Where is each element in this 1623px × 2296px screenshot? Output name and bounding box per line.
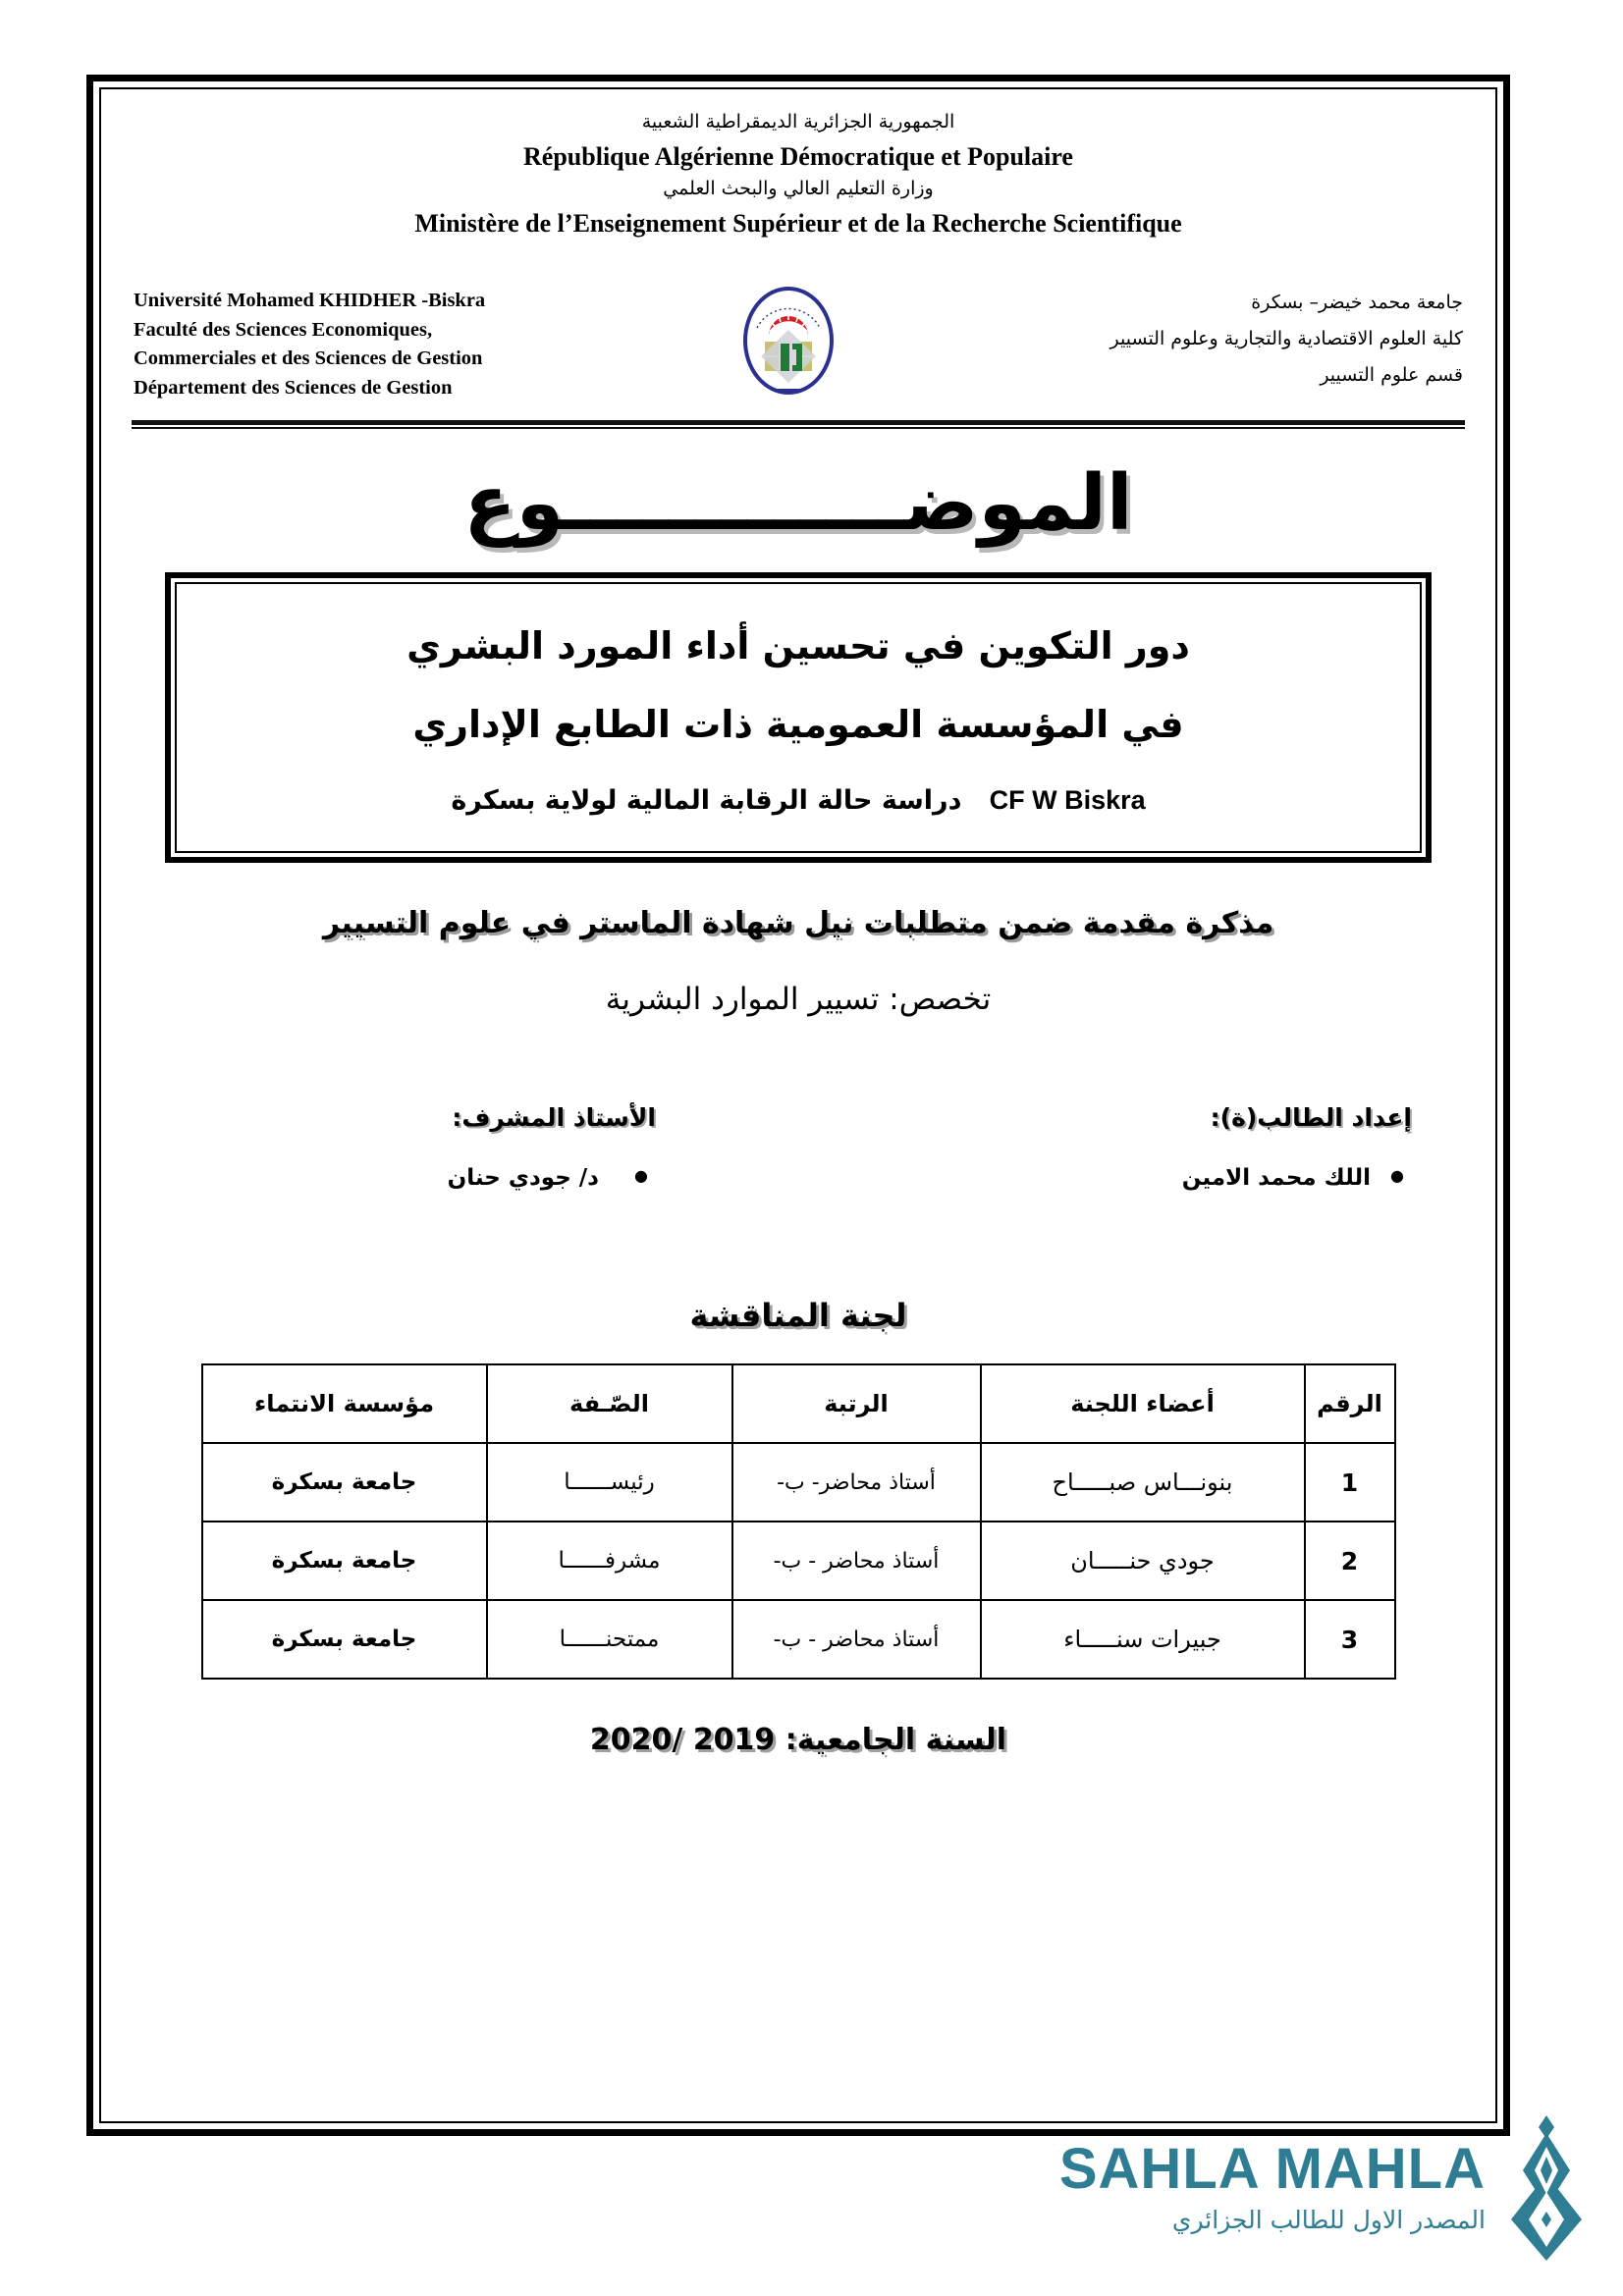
- republic-name-french: République Algérienne Démocratique et Populaire: [523, 141, 1073, 171]
- institutional-header: [128, 108, 1469, 241]
- university-seal-logo: [710, 283, 867, 400]
- academic-year: السنة الجامعية: 2019 /2020: [589, 1723, 1007, 1758]
- institution-identity-row: [128, 283, 1469, 402]
- row-institution: جامعة بسكرة: [202, 1443, 487, 1522]
- watermark-text-block: [1058, 2136, 1486, 2234]
- watermark-tagline: المصدر الاول للطالب الجزائري: [1171, 2205, 1486, 2234]
- row-rank: أستاذ محاضر - ب-: [732, 1522, 981, 1600]
- thesis-title-box: [165, 572, 1432, 863]
- university-name-arabic: جامعة محمد خيضر– بسكرة: [1251, 292, 1463, 314]
- row-role: رئيســــــا: [487, 1443, 732, 1522]
- row-institution: جامعة بسكرة: [202, 1522, 487, 1600]
- thesis-title-line1: دور التكوين في تحسين أداء المورد البشري: [406, 624, 1190, 668]
- committee-col-role: الصّـفة: [487, 1364, 732, 1443]
- row-role: مشرفــــــا: [487, 1522, 732, 1600]
- student-block: [941, 1103, 1412, 1191]
- thesis-case-study: [204, 783, 1392, 818]
- case-study-arabic-text: دراسة حالة الرقابة المالية لولاية بسكرة: [451, 784, 962, 816]
- authors-and-supervisor-row: [128, 1103, 1469, 1191]
- sahla-mahla-watermark: [1059, 2113, 1594, 2261]
- committee-col-rank: الرتبة: [732, 1364, 981, 1443]
- committee-table: [201, 1363, 1396, 1680]
- committee-heading: لجنة المناقشة: [689, 1297, 907, 1335]
- thesis-title-box-inner: [175, 582, 1422, 853]
- cover-page-content: [102, 90, 1494, 2120]
- table-row: [202, 1600, 1395, 1679]
- ministry-name-french: Ministère de l’Enseignement Supérieur et de la Recherche Scientifique: [414, 208, 1182, 238]
- case-study-latin-code: CF W Biskra: [989, 784, 1146, 815]
- university-name-french: Université Mohamed KHIDHER -Biskra: [134, 290, 486, 312]
- institution-identity-french: [134, 283, 575, 402]
- sahla-mahla-diamond-logo-icon: [1499, 2113, 1594, 2261]
- faculty-name-french-line1: Faculté des Sciences Economiques,: [134, 318, 433, 341]
- thesis-title-line2: في المؤسسة العمومية ذات الطابع الإداري: [412, 702, 1184, 746]
- committee-col-institution: مؤسسة الانتماء: [202, 1364, 487, 1443]
- university-seal-icon: [735, 285, 841, 400]
- speciality-line: تخصص: تسيير الموارد البشرية: [605, 982, 992, 1018]
- faculty-name-french-line2: Commerciales et des Sciences de Gestion: [134, 347, 483, 370]
- watermark-brand: SAHLA MAHLA: [1058, 2136, 1486, 2201]
- table-row: [202, 1443, 1395, 1522]
- row-rank: أستاذ محاضر - ب-: [732, 1600, 981, 1679]
- committee-col-member: أعضاء اللجنة: [981, 1364, 1305, 1443]
- subject-heading: الموضـــــــــــــوع: [463, 459, 1133, 549]
- student-label: إعداد الطالب(ة):: [1210, 1103, 1412, 1133]
- row-member: بنونـــاس صبـــــاح: [981, 1443, 1305, 1522]
- degree-statement: مذكرة مقدمة ضمن متطلبات نيل شهادة الماستر في علوم التسيير: [322, 906, 1274, 941]
- row-number: 3: [1305, 1600, 1395, 1679]
- student-name: ● اللك محمد الامين: [941, 1165, 1412, 1191]
- supervisor-label: الأستاذ المشرف:: [452, 1103, 656, 1133]
- institution-identity-arabic: [1001, 283, 1463, 394]
- republic-name-arabic: الجمهورية الجزائرية الديمقراطية الشعبية: [641, 111, 955, 133]
- row-rank: أستاذ محاضر- ب-: [732, 1443, 981, 1522]
- committee-table-header-row: [202, 1364, 1395, 1443]
- row-member: جبيرات سنـــــاء: [981, 1600, 1305, 1679]
- supervisor-name: ● د/ جودي حنان: [185, 1165, 656, 1191]
- row-number: 1: [1305, 1443, 1395, 1522]
- ministry-name-arabic: وزارة التعليم العالي والبحث العلمي: [663, 178, 934, 200]
- row-member: جودي حنـــــان: [981, 1522, 1305, 1600]
- row-role: ممتحنــــــا: [487, 1600, 732, 1679]
- department-name-arabic: قسم علوم التسيير: [1320, 364, 1463, 387]
- header-separator-rule: [132, 420, 1465, 429]
- row-number: 2: [1305, 1522, 1395, 1600]
- committee-col-number: الرقم: [1305, 1364, 1395, 1443]
- row-institution: جامعة بسكرة: [202, 1600, 487, 1679]
- supervisor-block: [185, 1103, 656, 1191]
- table-row: [202, 1522, 1395, 1600]
- faculty-name-arabic: كلية العلوم الاقتصادية والتجارية وعلوم التسيير: [1109, 328, 1463, 350]
- department-name-french: Département des Sciences de Gestion: [134, 376, 453, 399]
